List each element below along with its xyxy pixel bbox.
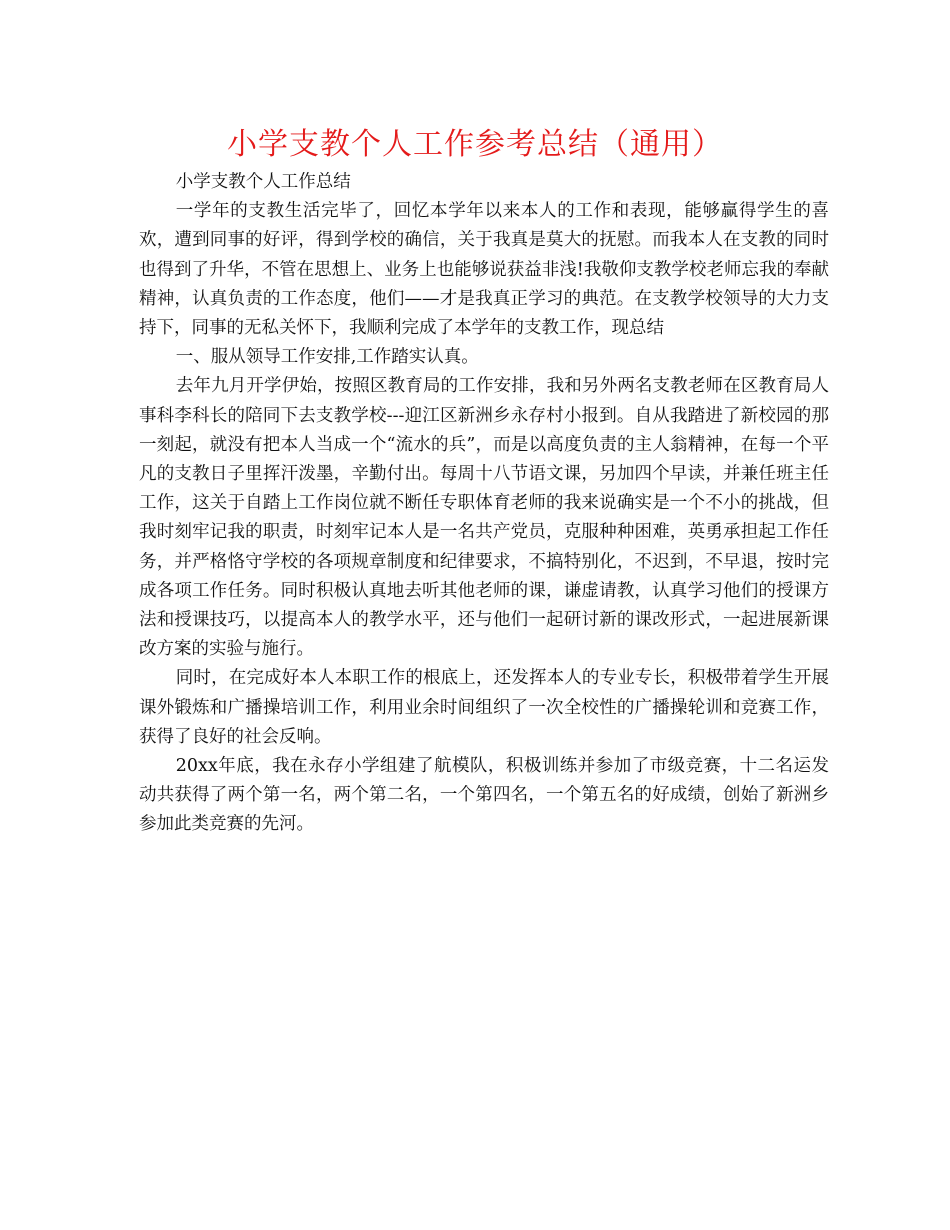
section-heading: 一、服从领导工作安排,工作踏实认真。 <box>175 347 479 368</box>
body-paragraph: 20xx年底，我在永存小学组建了航模队，积极训练并参加了市级竞赛，十二名运发动共获得了两个第一名，两个第二名，一个第四名，一个第五名的好成绩，创始了新洲乡参加此类竞赛的先河。 <box>139 756 829 835</box>
body-paragraph: 同时，在完成好本人本职工作的根底上，还发挥本人的专业专长，积极带着学生开展课外锻炼和广播操培训工作，利用业余时间组织了一次全校性的广播操轮训和竞赛工作，获得了良好的社会反响。 <box>139 668 829 747</box>
intro-paragraph: 一学年的支教生活完毕了，回忆本学年以来本人的工作和表现，能够赢得学生的喜欢，遭到同事的好评，得到学校的确信，关于我真是莫大的抚慰。而我本人在支教的同时也得到了升华，不管在思想上、业务上也能够说获益非浅!我敬仰支教学校老师忘我的奉献精神，认真负责的工作态度，他们——才是我真正学习的典范。在支教学校领导的大力支持下，同事的无私关怀下，我顺利完成了本学年的支教工作，现总结 <box>139 201 829 339</box>
document-body <box>139 168 829 840</box>
body-paragraph: 去年九月开学伊始，按照区教育局的工作安排，我和另外两名支教老师在区教育局人事科李科长的陪同下去支教学校---迎江区新洲乡永存村小报到。自从我踏进了新校园的那一刻起，就没有把本人当成一个“流水的兵”，而是以高度负责的主人翁精神，在每一个平凡的支教日子里挥汗泼墨，辛勤付出。每周十八节语文课，另加四个早读，并兼任班主任工作，这关于自踏上工作岗位就不断任专职体育老师的我来说确实是一个不小的挑战，但我时刻牢记我的职责，时刻牢记本人是一名共产党员，克服种种困难，英勇承担起工作任务，并严格恪守学校的各项规章制度和纪律要求，不搞特别化，不迟到，不早退，按时完成各项工作任务。同时积极认真地去听其他老师的课，谦虚请教，认真学习他们的授课方法和授课技巧，以提高本人的教学水平，还与他们一起研讨新的课改形式，一起进展新课改方案的实验与施行。 <box>139 376 829 660</box>
subtitle-paragraph: 小学支教个人工作总结 <box>175 172 351 192</box>
document-title: 小学支教个人工作参考总结（通用） <box>227 127 723 162</box>
